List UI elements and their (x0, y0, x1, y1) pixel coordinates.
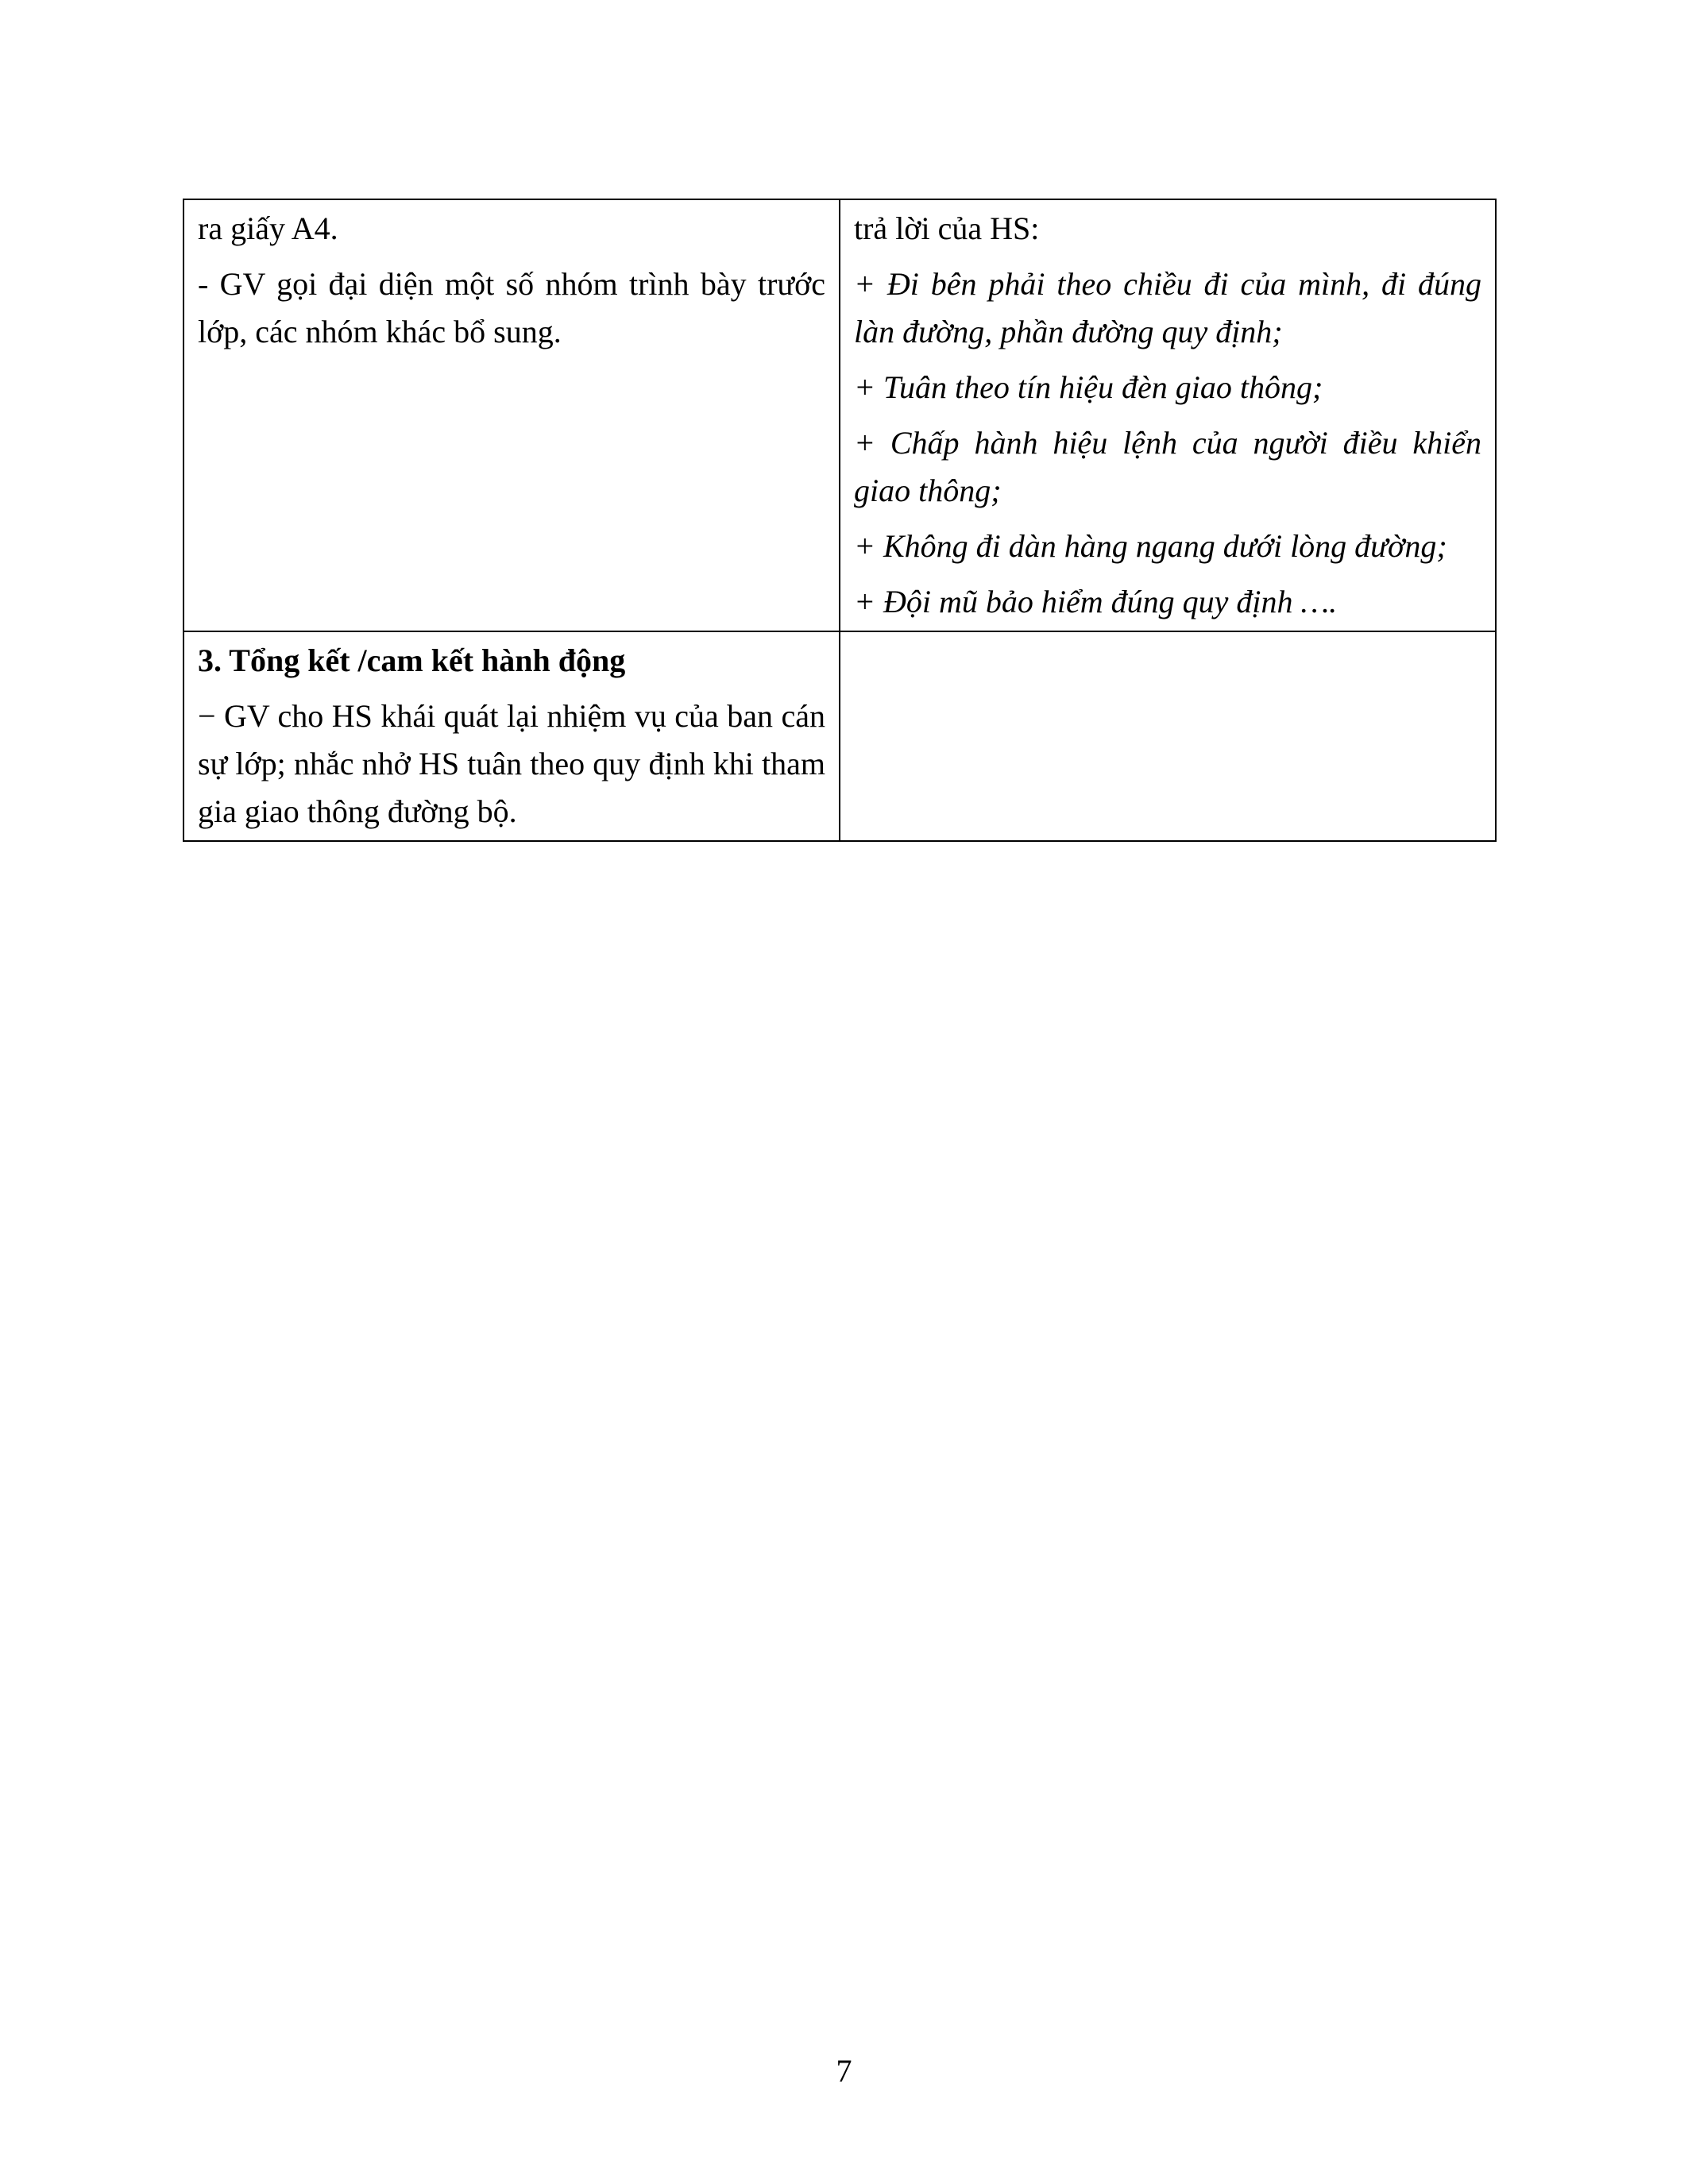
student-response-cell (840, 631, 1496, 841)
page-number: 7 (836, 2053, 852, 2089)
section-heading: 3. Tổng kết /cam kết hành động (198, 642, 626, 678)
lesson-plan-table (183, 199, 1497, 842)
activity-text: - GV gọi đại diện một số nhóm trình bày trước lớp, các nhóm khác bổ sung. (198, 266, 825, 349)
teacher-activity-cell (183, 631, 840, 841)
student-response-cell (840, 199, 1496, 631)
teacher-activity-cell (183, 199, 840, 631)
response-item: + Đi bên phải theo chiều đi của mình, đi đúng làn đường, phần đường quy định; (854, 266, 1481, 349)
table-row (183, 631, 1496, 841)
activity-text: − GV cho HS khái quát lại nhiệm vụ của ban cán sự lớp; nhắc nhở HS tuân theo quy định khi tham gia giao thông đường bộ. (198, 698, 825, 829)
table-row (183, 199, 1496, 631)
response-item: + Chấp hành hiệu lệnh của người điều khiển giao thông; (854, 425, 1481, 508)
response-item: + Đội mũ bảo hiểm đúng quy định …. (854, 584, 1338, 619)
response-intro: trả lời của HS: (854, 210, 1040, 246)
response-item: + Tuân theo tín hiệu đèn giao thông; (854, 369, 1323, 405)
activity-text: ra giấy A4. (198, 210, 338, 246)
response-item: + Không đi dàn hàng ngang dưới lòng đường; (854, 528, 1447, 564)
